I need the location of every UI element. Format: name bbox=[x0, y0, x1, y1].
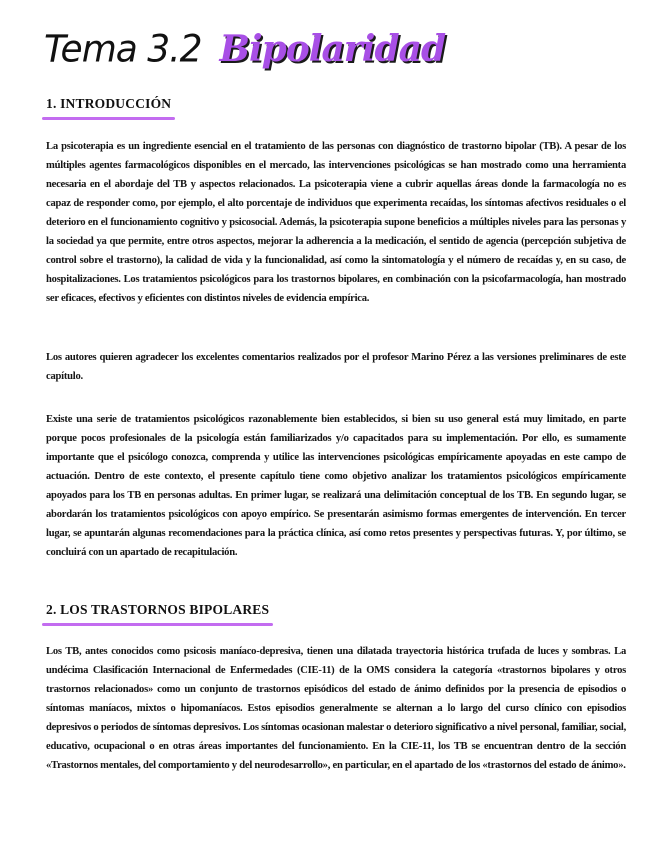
heading-underline bbox=[42, 623, 273, 626]
section-heading-introduccion bbox=[46, 96, 171, 115]
title-prefix: Tema 3.2 bbox=[44, 27, 202, 72]
paragraph-trastornos-1: Los TB, antes conocidos como psicosis maníaco-depresiva, tienen una dilatada trayectoria histórica trufada de luces y sombras. La undécima Clasificación Internacional de Enfermedades (CIE-11) de la OMS considera la categoría «trastornos bipolares y otros trastornos relacionados» como un conjunto de trastornos episódicos del estado de ánimo definidos por la presencia de episodios o síntomas maníacos, mixtos o hipomaníacos. Estos episodios generalmente se alternan a lo largo del curso clínico con episodios depresivos o periodos de síntomas depresivos. Los síntomas ocasionan malestar o deterioro significativo a nivel personal, familiar, social, educativo, ocupacional o en otras áreas importantes del funcionamiento. En la CIE-11, los TB se encuentran dentro de la sección «Trastornos mentales, del comportamiento y del neurodesarrollo», en particular, en el apartado de los «trastornos del estado de ánimo». bbox=[46, 646, 626, 771]
section-heading-text: 1. INTRODUCCIÓN bbox=[46, 96, 172, 111]
paragraph-acknowledgement: Los autores quieren agradecer los excelentes comentarios realizados por el profesor Marino Pérez a las versiones preliminares de este capítulo. bbox=[46, 352, 626, 382]
title-main: Bipolaridad bbox=[219, 28, 446, 70]
document-title bbox=[44, 28, 445, 80]
heading-underline bbox=[42, 117, 175, 120]
paragraph-intro-1: La psicoterapia es un ingrediente esencial en el tratamiento de las personas con diagnóstico de trastorno bipolar (TB). A pesar de los múltiples agentes farmacológicos disponibles en el mercado, las intervenciones psicológicas se han mostrado como una herramienta necesaria en el abordaje del TB y aspectos relacionados. La psicoterapia viene a cubrir aquellas áreas donde la farmacología no es capaz de responder como, por ejemplo, el alto porcentaje de individuos que experimenta recaídas, los síntomas afectivos residuales o el deterioro en el funcionamiento cognitivo y psicosocial. Además, la psicoterapia supone beneficios a múltiples niveles para las personas y la sociedad ya que permite, entre otros aspectos, mejorar la adherencia a la medicación, el sentido de agencia (percepción subjetiva de control sobre el trastorno), la calidad de vida y la funcionalidad, así como la sintomatología y el número de recaídas y, en su caso, de hospitalizaciones. Los tratamientos psicológicos para los trastornos bipolares, en combinación con la psicofarmacología, han mostrado ser eficaces, efectivos y eficientes con distintos niveles de evidencia empírica. bbox=[46, 141, 626, 304]
paragraph-intro-2: Existe una serie de tratamientos psicológicos razonablemente bien establecidos, si bien su uso general está muy limitado, en parte porque pocos profesionales de la psicología están familiarizados y/o capacitados para su implementación. Por ello, es sumamente importante que el psicólogo conozca, comprenda y utilice las intervenciones psicológicas empíricamente apoyadas en este campo de actuación. Dentro de este contexto, el presente capítulo tiene como objetivo analizar los tratamientos psicológicos empíricamente apoyados para los TB en personas adultas. En primer lugar, se realizará una delimitación conceptual de los TB. En segundo lugar, se abordarán los tratamientos psicológicos con apoyo empírico. Se presentarán asimismo formas emergentes de intervención. En tercer lugar, se apuntarán algunas recomendaciones para la práctica clínica, así como retos presentes y perspectivas futuras. Y, por último, se concluirá con un apartado de recapitulación. bbox=[46, 414, 626, 558]
section-heading-trastornos-bipolares bbox=[46, 602, 269, 621]
section-heading-text: 2. LOS TRASTORNOS BIPOLARES bbox=[46, 602, 270, 617]
